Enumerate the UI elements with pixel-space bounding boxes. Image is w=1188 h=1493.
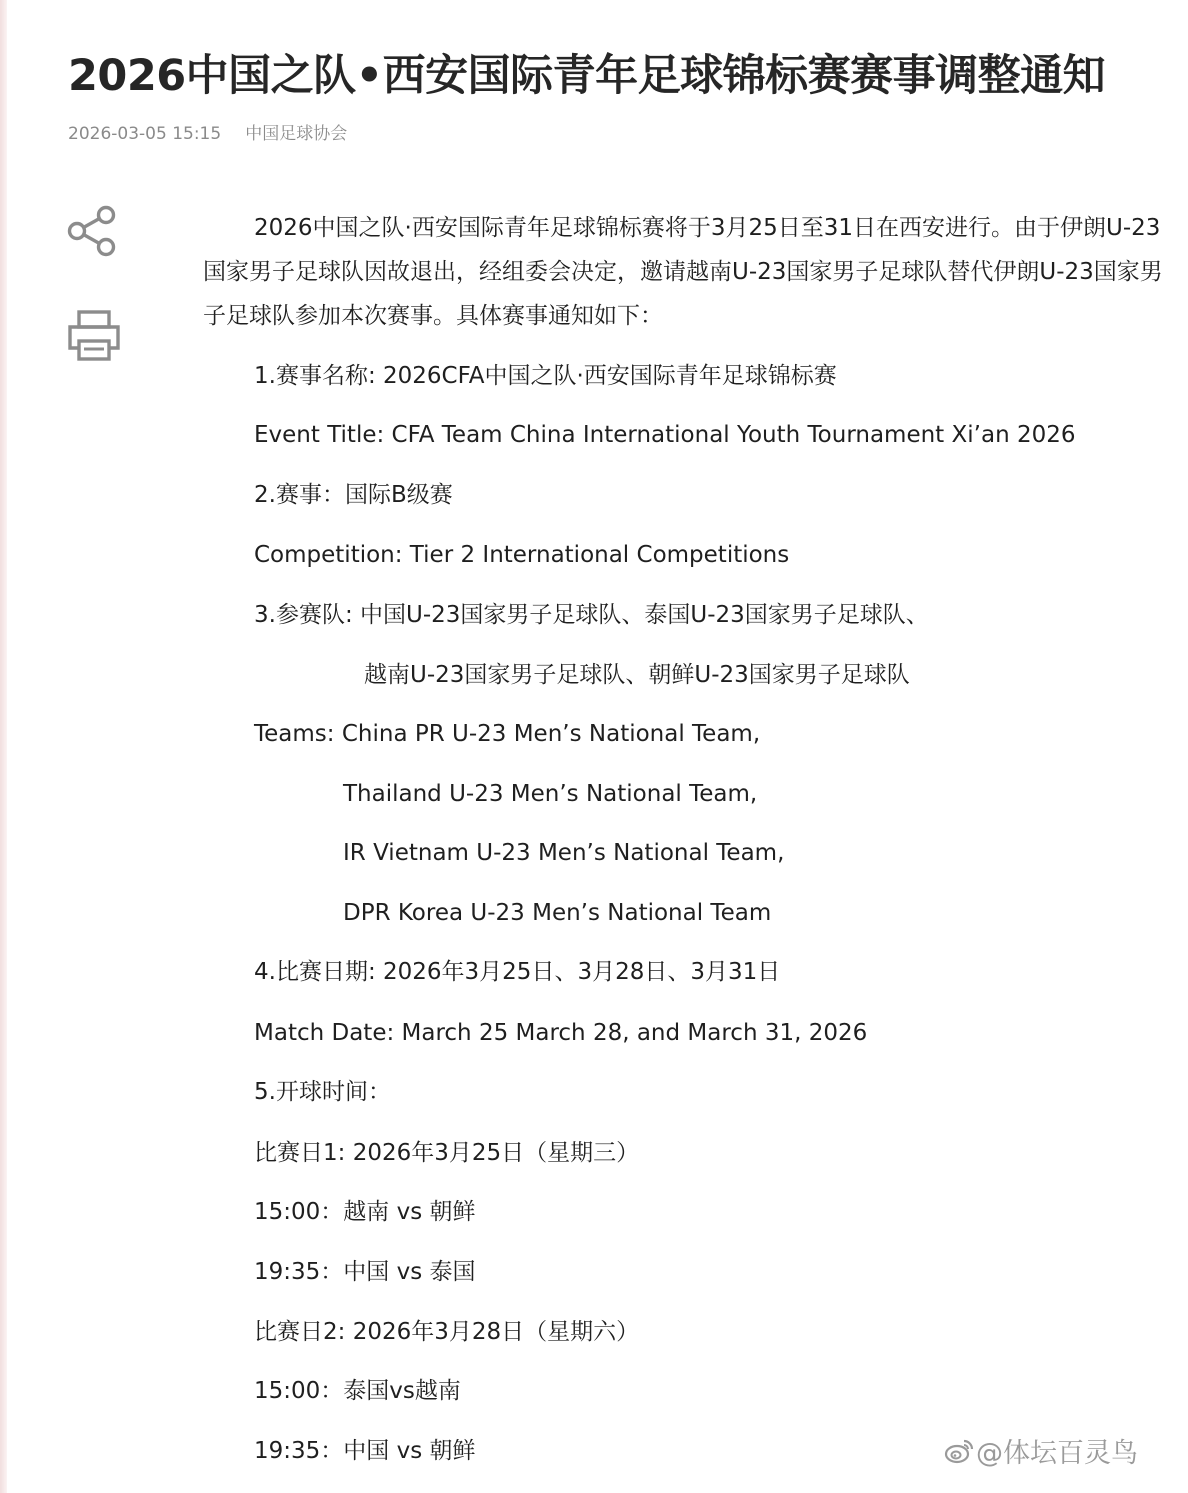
competition-en: Competition: Tier 2 International Competitions <box>254 542 790 568</box>
teams-en-vietnam: IR Vietnam U-23 Men’s National Team, <box>343 840 785 866</box>
watermark <box>944 1431 1138 1470</box>
event-name-cn: 1.赛事名称: 2026CFA中国之队·西安国际青年足球锦标赛 <box>254 363 837 389</box>
page-edge-decoration <box>0 0 7 1493</box>
article-date: 2026-03-05 15:15 <box>68 124 222 144</box>
match-dates-cn: 4.比赛日期: 2026年3月25日、3月28日、3月31日 <box>254 959 781 985</box>
event-name-en: Event Title: CFA Team China International Youth Tournament Xi’an 2026 <box>254 422 1076 448</box>
teams-en-korea: DPR Korea U-23 Men’s National Team <box>343 900 772 926</box>
share-icon[interactable] <box>66 204 120 258</box>
match-row: 19:35：中国 vs 泰国 <box>254 1259 476 1285</box>
match-row: 15:00：越南 vs 朝鲜 <box>254 1199 476 1225</box>
match-row: 15:00：泰国vs越南 <box>254 1378 461 1404</box>
teams-cn-continued: 越南U-23国家男子足球队、朝鲜U-23国家男子足球队 <box>364 662 910 688</box>
article-meta <box>68 119 347 144</box>
teams-cn: 3.参赛队: 中国U-23国家男子足球队、泰国U-23国家男子足球队、 <box>254 602 929 628</box>
article-title: 2026中国之队•西安国际青年足球锦标赛赛事调整通知 <box>68 51 1106 101</box>
matchday-1: 比赛日1: 2026年3月25日（星期三） <box>254 1140 640 1166</box>
article-intro: 2026中国之队·西安国际青年足球锦标赛将于3月25日至31日在西安进行。由于伊朗U-23国家男子足球队因故退出，经组委会决定，邀请越南U-23国家男子足球队替代伊朗U-23国家男子足球队参加本次赛事。具体赛事通知如下： <box>203 215 1163 329</box>
article-source[interactable]: 中国足球协会 <box>245 124 348 144</box>
printer-icon[interactable] <box>66 308 122 364</box>
match-row: 19:35：中国 vs 朝鲜 <box>254 1438 476 1464</box>
teams-en: Teams: China PR U-23 Men’s National Team, <box>254 721 761 747</box>
competition-cn: 2.赛事：国际B级赛 <box>254 482 453 508</box>
watermark-text: @体坛百灵鸟 <box>976 1438 1138 1469</box>
match-dates-en: Match Date: March 25 March 28, and March 31, 2026 <box>254 1020 868 1046</box>
matchday-2: 比赛日2: 2026年3月28日（星期六） <box>254 1319 640 1345</box>
kickoff-heading: 5.开球时间： <box>254 1079 391 1105</box>
weibo-logo-icon <box>944 1436 974 1466</box>
teams-en-thailand: Thailand U-23 Men’s National Team, <box>343 781 758 807</box>
